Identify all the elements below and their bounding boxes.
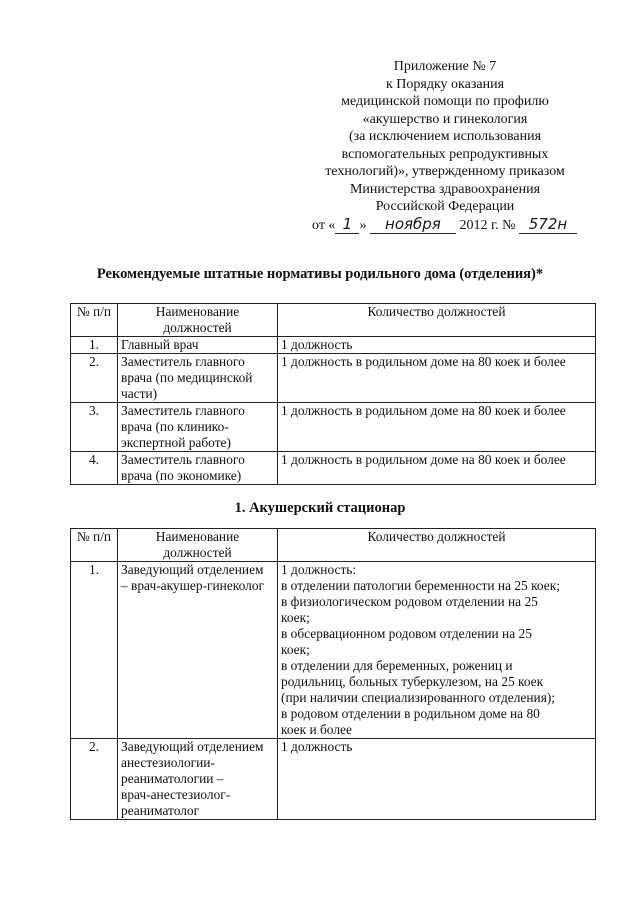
row-name-line: реаниматолог: [121, 803, 200, 818]
appendix-line: медицинской помощи по профилю: [341, 94, 549, 109]
row-count-line: 1 должность:: [281, 562, 357, 577]
row-name-line: врач-анестезиолог-: [121, 787, 231, 802]
row-name: [118, 739, 278, 820]
order-number: 572н: [519, 215, 577, 234]
row-name-line: – врач-акушер-гинеколог: [121, 578, 265, 593]
order-day: 1: [335, 215, 359, 234]
row-name-line: Заведующий отделением: [121, 562, 264, 577]
row-count-line: 1 должность: [281, 337, 353, 352]
row-name-line: Главный врач: [121, 337, 199, 352]
row-count: [278, 403, 596, 452]
row-name-line: врача (по медицинской: [121, 370, 253, 385]
row-name-line: экспертной работе): [121, 435, 231, 450]
row-count-line: в физиологическом родовом отделении на 25: [281, 594, 538, 609]
row-count-line: в обсервационном родовом отделении на 25: [281, 626, 532, 641]
table-row: [71, 403, 596, 452]
order-month: ноября: [370, 215, 456, 234]
table-row: [71, 562, 596, 739]
col-header-name: Наименование должностей: [118, 304, 278, 337]
row-count-line: 1 должность в родильном доме на 80 коек и более: [281, 354, 566, 369]
order-mid: »: [359, 218, 367, 233]
row-count-line: 1 должность: [281, 739, 353, 754]
col-header-count: Количество должностей: [278, 529, 596, 562]
row-num: 2.: [71, 354, 118, 403]
row-count-line: 1 должность в родильном доме на 80 коек и более: [281, 452, 566, 467]
row-count: [278, 354, 596, 403]
row-name-line: части): [121, 386, 158, 401]
row-num: 4.: [71, 452, 118, 485]
table-row: [71, 452, 596, 485]
row-count-line: (при наличии специализированного отделения);: [281, 690, 556, 705]
row-name-line: Заместитель главного: [121, 452, 245, 467]
col-header-count: Количество должностей: [278, 304, 596, 337]
row-count-line: коек;: [281, 610, 310, 625]
staff-table-2: [70, 528, 596, 820]
appendix-line: Приложение № 7: [393, 59, 497, 74]
row-count: [278, 337, 596, 354]
table-row: [71, 354, 596, 403]
appendix-line: вспомогательных репродуктивных: [341, 146, 549, 162]
appendix-header: [300, 58, 590, 216]
row-name-line: Заведующий отделением: [121, 739, 264, 754]
row-name-line: реаниматологии –: [121, 771, 224, 786]
row-count-line: родильниц, больных туберкулезом, на 25 коек: [281, 674, 544, 689]
col-header-num: № п/п: [71, 304, 118, 337]
staff-table-1: [70, 303, 596, 485]
row-name: [118, 354, 278, 403]
row-name: [118, 337, 278, 354]
page-title: Рекомендуемые штатные нормативы родильного дома (отделения)*: [96, 266, 544, 282]
row-name: [118, 403, 278, 452]
order-reference: [312, 215, 602, 236]
row-name-line: Заместитель главного: [121, 354, 245, 369]
row-name: [118, 562, 278, 739]
row-count-line: коек и более: [281, 722, 352, 737]
row-count: [278, 562, 596, 739]
appendix-line: Российской Федерации: [375, 199, 515, 214]
order-prefix: от «: [312, 218, 336, 233]
table-header-row: [71, 304, 596, 337]
row-count-line: 1 должность в родильном доме на 80 коек и более: [281, 403, 566, 418]
col-header-num: № п/п: [71, 529, 118, 562]
row-num: 2.: [71, 739, 118, 820]
col-header-name: Наименование должностей: [118, 529, 278, 562]
appendix-line: к Порядку оказания: [385, 76, 505, 92]
row-count-line: коек;: [281, 642, 310, 657]
row-count-line: в отделении патологии беременности на 25 коек;: [281, 578, 560, 593]
row-count: [278, 739, 596, 820]
order-year: 2012 г. №: [459, 218, 516, 233]
appendix-line: «акушерство и гинекология: [362, 111, 528, 127]
appendix-line: (за исключением использования: [348, 129, 542, 144]
table-row: [71, 337, 596, 354]
row-name-line: анестезиологии-: [121, 755, 215, 770]
table-header-row: [71, 529, 596, 562]
appendix-line: Министерства здравоохранения: [349, 181, 541, 197]
row-num: 1.: [71, 337, 118, 354]
row-name-line: Заместитель главного: [121, 403, 245, 418]
row-count: [278, 452, 596, 485]
table-row: [71, 739, 596, 820]
row-count-line: в отделении для беременных, рожениц и: [281, 658, 513, 673]
row-name: [118, 452, 278, 485]
row-name-line: врача (по экономике): [121, 468, 242, 483]
row-num: 3.: [71, 403, 118, 452]
row-name-line: врача (по клинико-: [121, 419, 229, 434]
row-num: 1.: [71, 562, 118, 739]
row-count-line: в родовом отделении в родильном доме на 80: [281, 706, 540, 721]
section-title: 1. Акушерский стационар: [234, 500, 406, 516]
appendix-line: технологий)», утвержденному приказом: [325, 164, 565, 179]
